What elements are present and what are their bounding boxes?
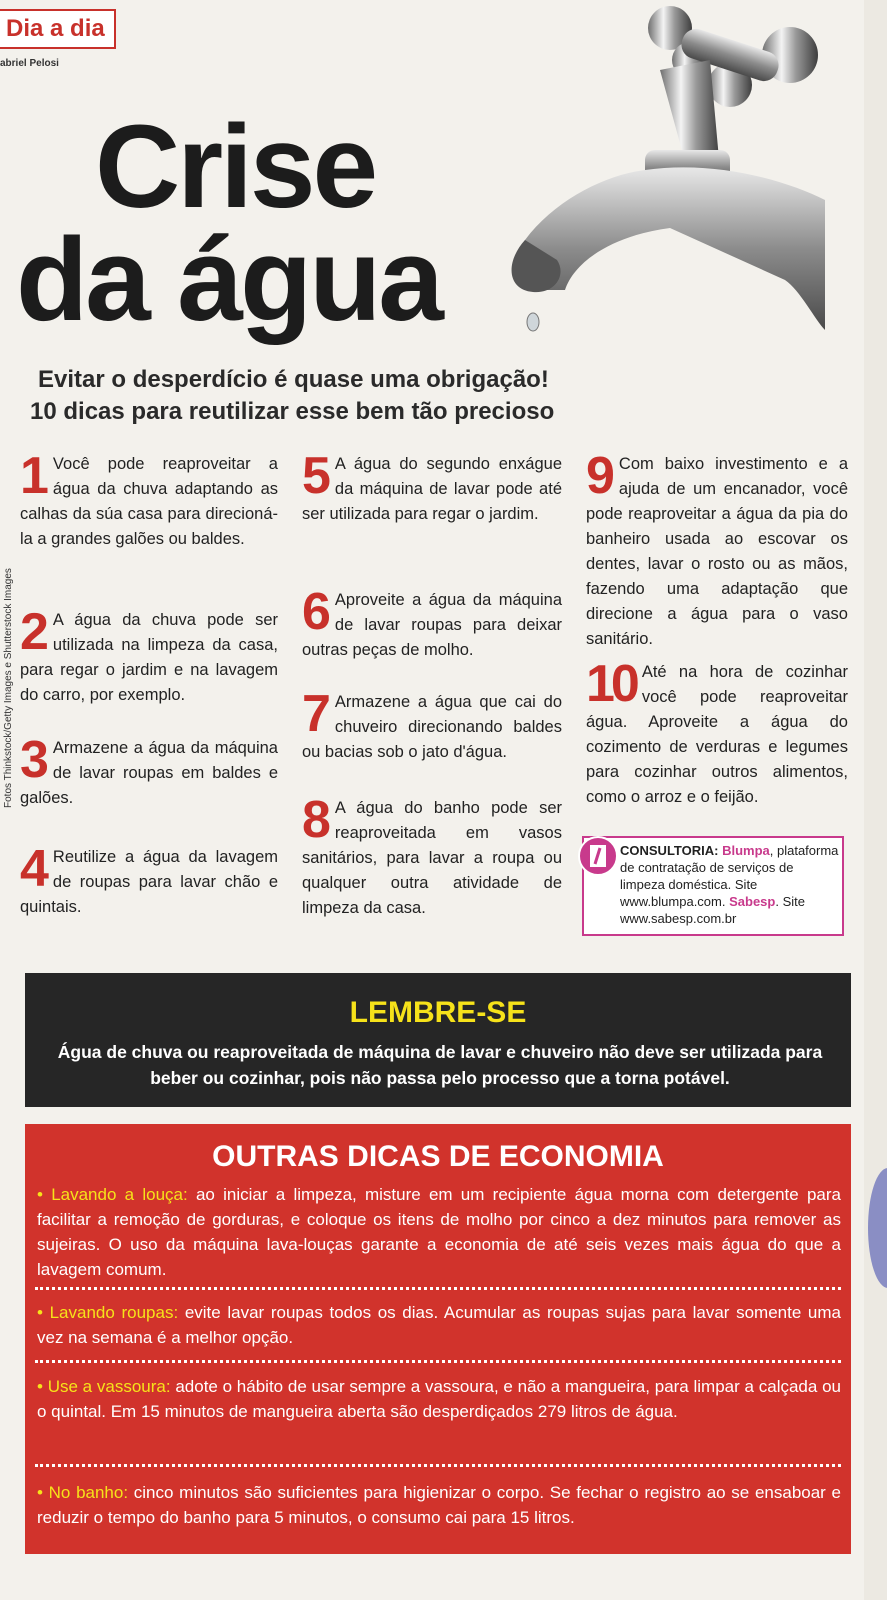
tip-text: A água do banho pode ser reaproveitada em vasos sanitários, para lavar a roupa ou qualquer outra atividade de limpeza da casa. [302, 799, 562, 917]
dica-text: cinco minutos são suficientes para higienizar o corpo. Se fechar o registro ao se ensaboar e reduzir o tempo do banho para 5 minutos, o consumo cai para 15 litros. [37, 1483, 841, 1527]
faucet-illustration [495, 0, 825, 360]
tip-1 [20, 447, 278, 552]
consultoria-box [582, 836, 844, 936]
consultoria-text [620, 842, 840, 927]
tip-number: 2 [20, 603, 47, 661]
dotted-divider [35, 1360, 841, 1363]
outras-dicas-title: OUTRAS DICAS DE ECONOMIA [212, 1140, 664, 1173]
tip-text: Com baixo investimento e a ajuda de um encanador, você pode reaproveitar a água da pia do banheiro usada ao escovar os dentes, lavar o rosto ou as mãos, fazendo uma adaptação que direcione a água para o vaso sanitário. [586, 455, 848, 648]
dica-text: adote o hábito de usar sempre a vassoura, e não a mangueira, para limpar a calçada ou o quintal. Em 15 minutos de mangueira aberta são desperdiçados 279 litros de água. [37, 1377, 841, 1421]
tip-10 [586, 655, 848, 810]
tip-5 [302, 447, 562, 527]
tip-text: A água do segundo enxágue da máquina de lavar pode até ser utilizada para regar o jardim. [302, 455, 562, 523]
tip-text: Até na hora de cozinhar você pode reaproveitar água. Aproveite a água do cozimento de verduras e legumes para cozinhar outros alimentos, como o arroz e o feijão. [586, 663, 848, 806]
tip-number: 3 [20, 731, 47, 789]
tip-number: 7 [302, 685, 329, 743]
tip-7 [302, 685, 562, 765]
lembre-se-title: LEMBRE-SE [349, 996, 527, 1029]
tip-number: 9 [586, 447, 613, 505]
tip-number: 6 [302, 583, 329, 641]
byline: abriel Pelosi [0, 58, 59, 69]
dica-item [37, 1300, 841, 1350]
consultoria-icon [578, 836, 618, 876]
page-edge [864, 0, 887, 1600]
subtitle-line-2: 10 dicas para reutilizar esse bem tão precioso [30, 398, 555, 425]
consultoria-label: CONSULTORIA: [620, 843, 719, 858]
tip-3 [20, 731, 278, 811]
tip-text: A água da chuva pode ser utilizada na limpeza da casa, para regar o jardim e na lavagem do carro, por exemplo. [20, 611, 278, 704]
tip-number: 1 [20, 447, 47, 505]
dica-lead: • Lavando a louça: [37, 1185, 188, 1204]
dica-lead: • Lavando roupas: [37, 1303, 179, 1322]
tip-text: Armazene a água da máquina de lavar roupas em baldes e galões. [20, 739, 278, 807]
dica-text: evite lavar roupas todos os dias. Acumular as roupas sujas para lavar somente uma vez na semana é a melhor opção. [37, 1303, 841, 1347]
tip-4 [20, 840, 278, 920]
title-line-2: da água [16, 214, 441, 346]
lembre-se-text: Água de chuva ou reaproveitada de máquina de lavar e chuveiro não deve ser utilizada para beber ou cozinhar, pois não passa pelo processo que a torna potável. [57, 1042, 823, 1088]
tip-text: Armazene a água que cai do chuveiro direcionando baldes ou bacias sob o jato d'água. [302, 693, 562, 761]
dotted-divider [35, 1287, 841, 1290]
consultoria-company-2: Sabesp [729, 894, 776, 909]
tip-8 [302, 791, 562, 921]
consultoria-desc-2: . Site www.sabesp.com.br [620, 894, 805, 926]
consultoria-desc-1: , plataforma de contratação de serviços de limpeza doméstica. Site www.blumpa.com. [620, 843, 839, 909]
tip-text: Reutilize a água da lavagem de roupas para lavar chão e quintais. [20, 848, 278, 916]
tip-number: 10 [586, 655, 636, 713]
tip-number: 5 [302, 447, 329, 505]
lembre-se-box [25, 973, 851, 1107]
dica-text: ao iniciar a limpeza, misture em um recipiente água morna com detergente para facilitar a remoção de gorduras, e coloque os itens de molho por cinco a dez minutos para remover as sujeiras. O uso da máquina lava-louças garante a economia de até seis vezes mais água do que a lavagem comum. [37, 1185, 841, 1279]
dica-item [37, 1374, 841, 1424]
dica-item [37, 1480, 841, 1530]
tip-number: 4 [20, 840, 47, 898]
tip-6 [302, 583, 562, 663]
tip-text: Você pode reaproveitar a água da chuva adaptando as calhas da súa casa para direcioná-la a grandes galões ou baldes. [20, 455, 278, 548]
dica-item [37, 1182, 841, 1282]
consultoria-company-1: Blumpa [722, 843, 770, 858]
tip-2 [20, 603, 278, 708]
dica-lead: • No banho: [37, 1483, 129, 1502]
section-tag: Dia a dia [0, 9, 116, 49]
dotted-divider [35, 1464, 841, 1467]
subtitle-line-1: Evitar o desperdício é quase uma obrigação! [38, 366, 549, 393]
dica-lead: • Use a vassoura: [37, 1377, 171, 1396]
tip-9 [586, 447, 848, 652]
tip-text: Aproveite a água da máquina de lavar roupas para deixar outras peças de molho. [302, 591, 562, 659]
tip-number: 8 [302, 791, 329, 849]
title-line-1: Crise [95, 101, 376, 233]
photo-credit: Fotos Thinkstock/Getty Images e Shutterstock Images [3, 568, 14, 808]
outras-dicas-box [25, 1124, 851, 1554]
